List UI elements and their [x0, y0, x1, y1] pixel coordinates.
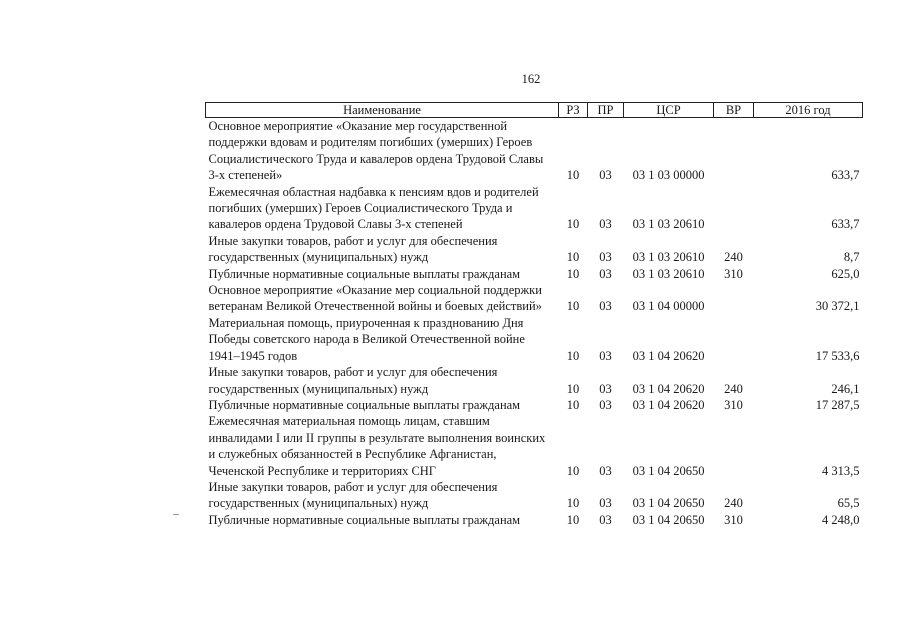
table-row — [206, 397, 863, 413]
table-row — [206, 184, 863, 233]
cell-vr — [714, 282, 754, 315]
cell-name: Основное мероприятие «Оказание мер социальной поддержки ветеранам Великой Отечественной войны и боевых действий» — [208, 283, 542, 314]
cell-vr — [714, 118, 754, 184]
cell-vr: 240 — [724, 250, 743, 265]
cell-amount: 17 533,6 — [815, 348, 860, 363]
header-rz: РЗ — [559, 103, 588, 118]
table-row — [206, 282, 863, 315]
cell-amount: 633,7 — [831, 217, 860, 232]
header-year: 2016 год — [754, 103, 863, 118]
budget-table — [205, 102, 863, 528]
cell-vr — [714, 184, 754, 233]
cell-csr: 03 1 04 20620 — [632, 397, 705, 412]
header-csr: ЦСР — [624, 103, 714, 118]
cell-pr: 03 — [599, 496, 612, 511]
cell-name: Иные закупки товаров, работ и услуг для обеспечения государственных (муниципальных) нужд — [208, 365, 498, 396]
table-header — [206, 103, 863, 118]
cell-csr: 03 1 03 20610 — [632, 266, 705, 281]
table-row — [206, 315, 863, 364]
cell-vr: 310 — [724, 266, 743, 281]
cell-name: Публичные нормативные социальные выплаты гражданам — [208, 512, 521, 527]
cell-vr — [714, 413, 754, 479]
table-row — [206, 512, 863, 528]
cell-pr: 03 — [599, 266, 612, 281]
cell-pr: 03 — [599, 217, 612, 232]
cell-pr: 03 — [599, 299, 612, 314]
cell-vr: 240 — [724, 496, 743, 511]
cell-amount: 17 287,5 — [815, 397, 860, 412]
table-header-row — [206, 103, 863, 118]
cell-csr: 03 1 03 00000 — [632, 168, 705, 183]
cell-pr: 03 — [599, 381, 612, 396]
cell-vr — [714, 315, 754, 364]
cell-amount: 4 248,0 — [822, 512, 860, 527]
cell-pr: 03 — [599, 250, 612, 265]
table-row — [206, 266, 863, 282]
cell-csr: 03 1 03 20610 — [632, 250, 705, 265]
cell-name: Ежемесячная материальная помощь лицам, ставшим инвалидами I или II группы в результате выполнения воинских и служебных обязанностей в Республике Афганистан, Чеченской Республике и территориях СНГ — [208, 414, 546, 478]
scan-mark — [173, 514, 179, 515]
table-body — [206, 118, 863, 529]
cell-rz: 10 — [566, 348, 580, 363]
cell-pr: 03 — [599, 397, 612, 412]
table-row — [206, 118, 863, 184]
cell-rz: 10 — [566, 463, 580, 478]
table-row — [206, 413, 863, 479]
cell-rz: 10 — [566, 168, 580, 183]
cell-rz: 10 — [566, 397, 580, 412]
cell-rz: 10 — [566, 381, 580, 396]
table-row — [206, 364, 863, 397]
table-row — [206, 479, 863, 512]
cell-amount: 65,5 — [837, 496, 860, 511]
cell-csr: 03 1 04 00000 — [632, 299, 705, 314]
cell-rz: 10 — [566, 512, 580, 527]
cell-amount: 8,7 — [843, 250, 860, 265]
cell-pr: 03 — [599, 168, 612, 183]
cell-csr: 03 1 03 20610 — [632, 217, 705, 232]
cell-vr: 310 — [724, 397, 743, 412]
cell-csr: 03 1 04 20650 — [632, 496, 705, 511]
cell-csr: 03 1 04 20620 — [632, 348, 705, 363]
cell-csr: 03 1 04 20650 — [632, 512, 705, 527]
cell-rz: 10 — [566, 266, 580, 281]
cell-vr: 240 — [724, 381, 743, 396]
cell-vr: 310 — [724, 512, 743, 527]
cell-amount: 625,0 — [831, 266, 860, 281]
cell-name: Публичные нормативные социальные выплаты гражданам — [208, 266, 521, 281]
cell-rz: 10 — [566, 496, 580, 511]
cell-name: Иные закупки товаров, работ и услуг для обеспечения государственных (муниципальных) нужд — [208, 233, 498, 265]
cell-rz: 10 — [566, 299, 580, 314]
header-name: Наименование — [206, 103, 559, 118]
cell-name: Иные закупки товаров, работ и услуг для обеспечения государственных (муниципальных) нужд — [208, 479, 498, 511]
page-number: 162 — [521, 72, 541, 86]
cell-pr: 03 — [599, 348, 612, 363]
cell-name: Публичные нормативные социальные выплаты гражданам — [208, 397, 521, 412]
cell-amount: 30 372,1 — [815, 299, 860, 314]
cell-amount: 633,7 — [831, 168, 860, 183]
cell-rz: 10 — [566, 250, 580, 265]
cell-csr: 03 1 04 20650 — [632, 463, 705, 478]
cell-pr: 03 — [599, 512, 612, 527]
cell-amount: 4 313,5 — [822, 463, 860, 478]
cell-csr: 03 1 04 20620 — [632, 381, 705, 396]
cell-rz: 10 — [566, 217, 580, 232]
cell-name: Материальная помощь, приуроченная к празднованию Дня Победы советского народа в Великой Отечественной войне 1941–1945 годов — [208, 315, 525, 363]
table-row — [206, 233, 863, 266]
header-vr: ВР — [714, 103, 754, 118]
cell-name: Основное мероприятие «Оказание мер государственной поддержки вдовам и родителям погибших (умерших) Героев Социалистического Труда и кавалеров ордена Трудовой Славы 3-х степеней» — [208, 119, 544, 183]
cell-name: Ежемесячная областная надбавка к пенсиям вдов и родителей погибших (умерших) Героев Социалистического Труда и кавалеров ордена Трудовой Славы 3-х степеней — [208, 184, 539, 232]
header-pr: ПР — [588, 103, 624, 118]
cell-amount: 246,1 — [831, 381, 860, 396]
cell-pr: 03 — [599, 463, 612, 478]
